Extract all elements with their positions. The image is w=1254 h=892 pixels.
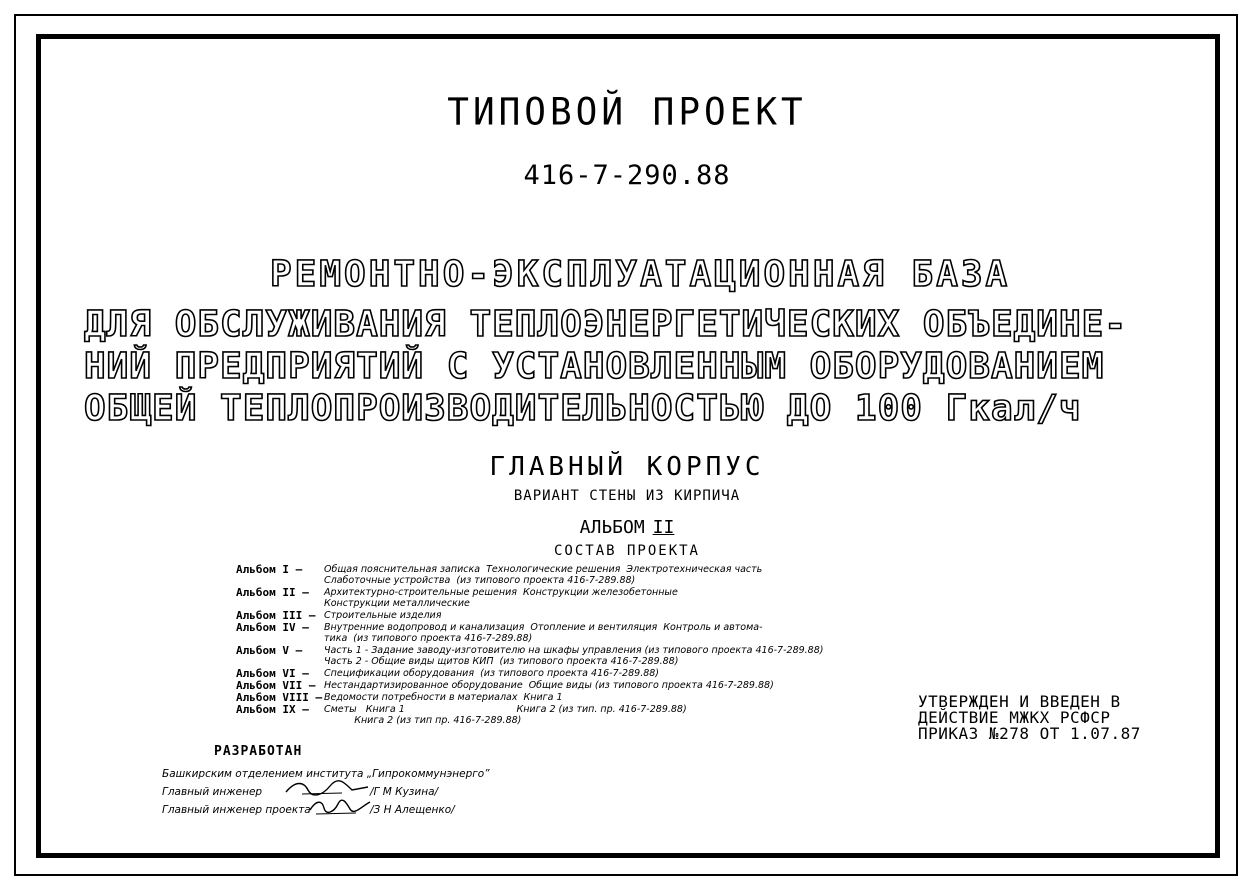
list-item [236,668,926,679]
composition-title: СОСТАВ ПРОЕКТА [553,543,700,559]
list-item [236,645,926,667]
album-item-label: Альбом I – [236,563,303,576]
object-name-line-1: РЕМОНТНО-ЭКСПЛУАТАЦИОННАЯ БАЗА [270,254,1011,295]
list-item [236,622,926,644]
developer-heading: РАЗРАБОТАН [214,744,303,759]
album-item-text: Часть 1 - Задание заводу-изготовителю на шкафы управления (из типового проекта 416-7-289.88) Часть 2 - Общие виды щитов КИП (из типового проекта 416-7-289.88) [324,645,824,667]
chief-engineer-row [162,786,439,798]
chief-engineer-label: Главный инженер [162,786,263,798]
album-item-label: Альбом IX – [236,703,309,716]
approval-line-3: ПРИКАЗ №278 ОТ 1.07.87 [918,724,1141,743]
album-item-label: Альбом IV – [236,621,309,634]
album-item-label: Альбом V – [236,644,303,657]
album-item-text: Общая пояснительная записка Технологические решения Электротехническая часть Слаботочные устройства (из типового проекта 416-7-289.88) [324,564,763,586]
album-item-text: Строительные изделия [324,610,442,621]
list-item [236,587,926,609]
list-item [236,680,926,691]
signature-chief-project-engineer [306,796,376,818]
object-name-line-3: НИЙ ПРЕДПРИЯТИЙ С УСТАНОВЛЕННЫМ ОБОРУДОВАНИЕМ [84,346,1105,387]
album-item-label: Альбом VIII – [236,691,323,704]
album-item-text: Спецификации оборудования (из типового проекта 416-7-289.88) [324,668,660,679]
chief-project-engineer-name: /З Н Алещенко/ [370,804,455,816]
chief-project-engineer-label: Главный инженер проекта [162,804,311,816]
album-item-text: Сметы Книга 1 Книга 2 (из тип. пр. 416-7-289.88) Книга 2 (из тип пр. 416-7-289.88) [324,704,687,726]
list-item [236,610,926,621]
project-number: 416-7-290.88 [523,160,731,191]
album-item-text: Внутренние водопровод и канализация Отопление и вентиляция Контроль и автома- тика (из типового проекта 416-7-289.88) [324,622,763,644]
album-number: II [652,517,675,538]
album-item-label: Альбом II – [236,586,309,599]
developer-org: Башкирским отделением института „Гипрокоммунэнерго” [162,768,490,780]
album-item-text: Архитектурно-строительные решения Конструкции железобетонные Конструкции металлические [324,587,678,609]
wall-variant: ВАРИАНТ СТЕНЫ ИЗ КИРПИЧА [513,488,741,504]
album-item-label: Альбом VI – [236,667,309,680]
building-name: ГЛАВНЫЙ КОРПУС [489,452,765,482]
document-title: ТИПОВОЙ ПРОЕКТ [447,90,807,135]
chief-engineer-name: /Г М Кузина/ [370,786,439,798]
chief-project-engineer-row [162,804,455,816]
list-item [236,692,926,703]
album-label: АЛЬБОМ [579,517,645,538]
approval-line-1: УТВЕРЖДЕН И ВВЕДЕН В [918,692,1121,711]
object-name-line-2: ДЛЯ ОБСЛУЖИВАНИЯ ТЕПЛОЭНЕРГЕТИЧЕСКИХ ОБЪЕДИНЕ- [84,304,1127,345]
album-heading [0,517,1254,538]
album-item-label: Альбом VII – [236,679,316,692]
approval-line-2: ДЕЙСТВИЕ МЖКХ РСФСР [918,708,1111,727]
album-list [236,564,926,727]
album-item-label: Альбом III – [236,609,316,622]
album-item-text: Нестандартизированное оборудование Общие виды (из типового проекта 416-7-289.88) [324,680,774,691]
album-item-text: Ведомости потребности в материалах Книга 1 [324,692,563,703]
list-item [236,704,926,726]
list-item [236,564,926,586]
object-name-line-4: ОБЩЕЙ ТЕПЛОПРОИЗВОДИТЕЛЬНОСТЬЮ ДО 100 Гкал/ч [84,388,1082,429]
